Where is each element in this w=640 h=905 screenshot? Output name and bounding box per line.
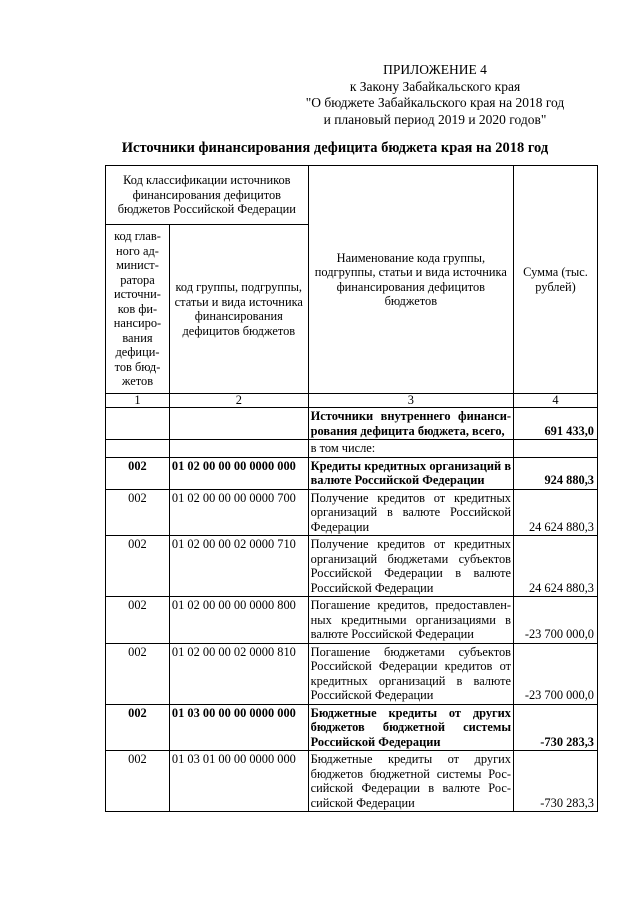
table-row	[106, 536, 598, 597]
source-name-cell: Бюджетные кредиты от других бюджетов бюджетной системы Российской Федерации	[308, 704, 513, 751]
admin-code-cell: 002	[106, 536, 170, 597]
admin-code-cell: 002	[106, 643, 170, 704]
source-code-cell: 01 02 00 00 02 0000 710	[169, 536, 308, 597]
column-number: 1	[106, 394, 170, 408]
header-name: Наименование кода группы, подгруппы, статьи и вида источника финансирования дефицитов бюджетов	[308, 166, 513, 394]
admin-code-cell: 002	[106, 751, 170, 812]
table-row	[106, 751, 598, 812]
source-code-cell: 01 03 00 00 00 0000 000	[169, 704, 308, 751]
column-number: 4	[514, 394, 598, 408]
source-code-cell	[169, 440, 308, 458]
source-name-cell: Погашение бюджетами субъектов Российской Федерации кредитов от кредитных организаций в валюте Российской Федерации	[308, 643, 513, 704]
financing-sources-table	[105, 165, 598, 812]
table-row	[106, 408, 598, 440]
source-code-cell: 01 03 01 00 00 0000 000	[169, 751, 308, 812]
source-name-cell: Получение кредитов от кредитных организаций бюджетами субъектов Российской Федерации в валюте Российской Федерации	[308, 536, 513, 597]
amount-cell: -23 700 000,0	[514, 597, 598, 644]
source-name-cell: Получение кредитов от кредитных организаций в валюте Российской Федерации	[308, 489, 513, 536]
table-row	[106, 643, 598, 704]
source-code-cell: 01 02 00 00 02 0000 810	[169, 643, 308, 704]
source-code-cell: 01 02 00 00 00 0000 700	[169, 489, 308, 536]
source-name-cell: Погашение кредитов, предоставлен-ных кредитными организациями в валюте Российской Федерации	[308, 597, 513, 644]
header-group-code: код группы, подгруппы, статьи и вида источника финансирования дефицитов бюджетов	[169, 225, 308, 394]
admin-code-cell	[106, 408, 170, 440]
source-code-cell: 01 02 00 00 00 0000 800	[169, 597, 308, 644]
amount-cell	[514, 440, 598, 458]
table-row	[106, 489, 598, 536]
column-number: 2	[169, 394, 308, 408]
amount-cell: 24 624 880,3	[514, 536, 598, 597]
admin-code-cell: 002	[106, 489, 170, 536]
appendix-header	[250, 62, 620, 128]
source-name-cell: Источники внутреннего финанси-рования дефицита бюджета, всего,	[308, 408, 513, 440]
header-classification-code: Код классификации источников финансирования дефицитов бюджетов Российской Федерации	[106, 166, 309, 225]
source-code-cell	[169, 408, 308, 440]
table-row	[106, 704, 598, 751]
amount-cell: 924 880,3	[514, 457, 598, 489]
amount-cell: -730 283,3	[514, 751, 598, 812]
admin-code-cell: 002	[106, 704, 170, 751]
header-amount: Сумма (тыс. рублей)	[514, 166, 598, 394]
source-name-cell: Бюджетные кредиты от других бюджетов бюджетной системы Рос-сийской Федерации в валюте Рос-сийской Федерации	[308, 751, 513, 812]
admin-code-cell: 002	[106, 457, 170, 489]
source-name-cell: в том числе:	[308, 440, 513, 458]
column-numbers-row	[106, 394, 598, 408]
appendix-line: и плановый период 2019 и 2020 годов"	[323, 111, 547, 127]
appendix-line: "О бюджете Забайкальского края на 2018 год	[305, 95, 565, 110]
amount-cell: 24 624 880,3	[514, 489, 598, 536]
table-row	[106, 440, 598, 458]
table-row	[106, 597, 598, 644]
table-row	[106, 457, 598, 489]
amount-cell: 691 433,0	[514, 408, 598, 440]
amount-cell: -23 700 000,0	[514, 643, 598, 704]
column-number: 3	[308, 394, 513, 408]
admin-code-cell	[106, 440, 170, 458]
appendix-line: к Закону Забайкальского края	[349, 78, 521, 94]
header-admin-code: код глав- ного ад- минист- ратора источни- ков фи- нансиро- вания дефици- тов бюд- жетов	[106, 225, 170, 394]
header-row-group	[106, 166, 598, 225]
source-code-cell: 01 02 00 00 00 0000 000	[169, 457, 308, 489]
amount-cell: -730 283,3	[514, 704, 598, 751]
appendix-line: ПРИЛОЖЕНИЕ 4	[383, 62, 487, 77]
source-name-cell: Кредиты кредитных организаций в валюте Российской Федерации	[308, 457, 513, 489]
admin-code-cell: 002	[106, 597, 170, 644]
document-title: Источники финансирования дефицита бюджета края на 2018 год	[121, 140, 549, 156]
